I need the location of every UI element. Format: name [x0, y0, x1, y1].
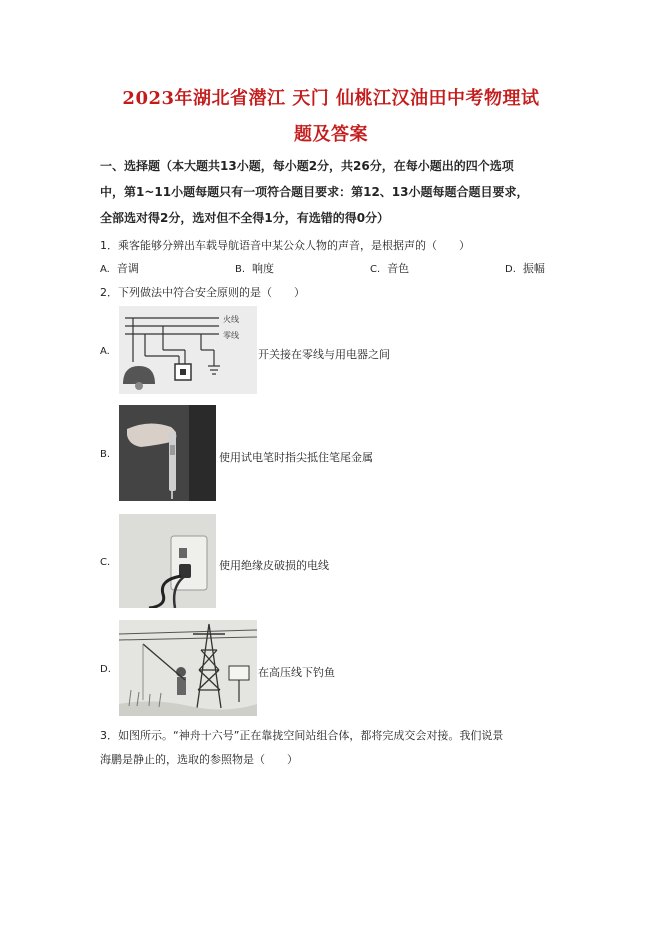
question-2-text: 2．下列做法中符合安全原则的是（ ）	[100, 286, 305, 299]
question-3-text-line: 3．如图所示。“神舟十六号”正在靠拢空间站组合体，都将完成交会对接。我们说景	[100, 729, 504, 742]
option-label: B.	[235, 264, 246, 275]
lamp-shade-icon	[123, 366, 155, 384]
option-text: 音色	[387, 262, 410, 275]
q2-option-b-text: 使用试电笔时指尖抵住笔尾金属	[219, 451, 373, 464]
high-voltage-fishing-image	[119, 620, 257, 716]
circuit-diagram	[119, 306, 257, 394]
q2-option-d-text: 在高压线下钓鱼	[258, 666, 335, 679]
q2-option-d-label: D.	[100, 664, 111, 675]
test-pen-icon	[169, 431, 176, 491]
option-text: 振幅	[522, 262, 545, 275]
test-pen-photo	[119, 405, 216, 501]
q1-option-d	[505, 260, 545, 276]
option-label: A.	[100, 264, 110, 275]
wire-label-neutral: 零线	[223, 331, 239, 340]
option-text: 响度	[252, 262, 275, 275]
q2-option-c-label: C.	[100, 557, 111, 568]
q1-option-a	[100, 260, 139, 276]
q2-option-c-text: 使用绝缘皮破损的电线	[219, 559, 329, 572]
option-label: D.	[505, 264, 516, 275]
q2-option-a-text: 开关接在零线与用电器之间	[258, 348, 390, 361]
circuit-diagram-image	[119, 306, 257, 394]
q1-option-c	[370, 260, 409, 276]
document-title-line-1: 2023年湖北省潜江 天门 仙桃江汉油田中考物理试	[122, 88, 540, 109]
wire-label-live: 火线	[223, 315, 239, 324]
question-3-text-line: 海鹏是静止的，选取的参照物是（ ）	[100, 753, 298, 766]
damaged-wire-photo	[119, 514, 216, 608]
document-title-line-2: 题及答案	[294, 124, 368, 145]
section-intro-line: 全部选对得2分，选对但不全得1分，有选错的得0分）	[100, 211, 390, 225]
option-label: C.	[370, 264, 381, 275]
section-intro-line: 一、选择题（本大题共13小题，每小题2分，共26分，在每小题出的四个选项	[100, 159, 514, 173]
wall-socket-icon	[171, 536, 207, 590]
bulb-icon	[135, 382, 143, 390]
question-1-text: 1．乘客能够分辨出车载导航语音中某公众人物的声音，是根据声的（ ）	[100, 239, 470, 252]
option-text: 音调	[116, 262, 139, 275]
q1-option-b	[235, 260, 274, 276]
fisherman-icon	[176, 667, 186, 677]
q2-option-a-label: A.	[100, 346, 110, 357]
warning-sign-icon	[229, 666, 249, 680]
q2-option-b-label: B.	[100, 449, 111, 460]
section-intro-line: 中，第1~11小题每题只有一项符合题目要求：第12、13小题每题合题目要求，	[100, 185, 529, 199]
